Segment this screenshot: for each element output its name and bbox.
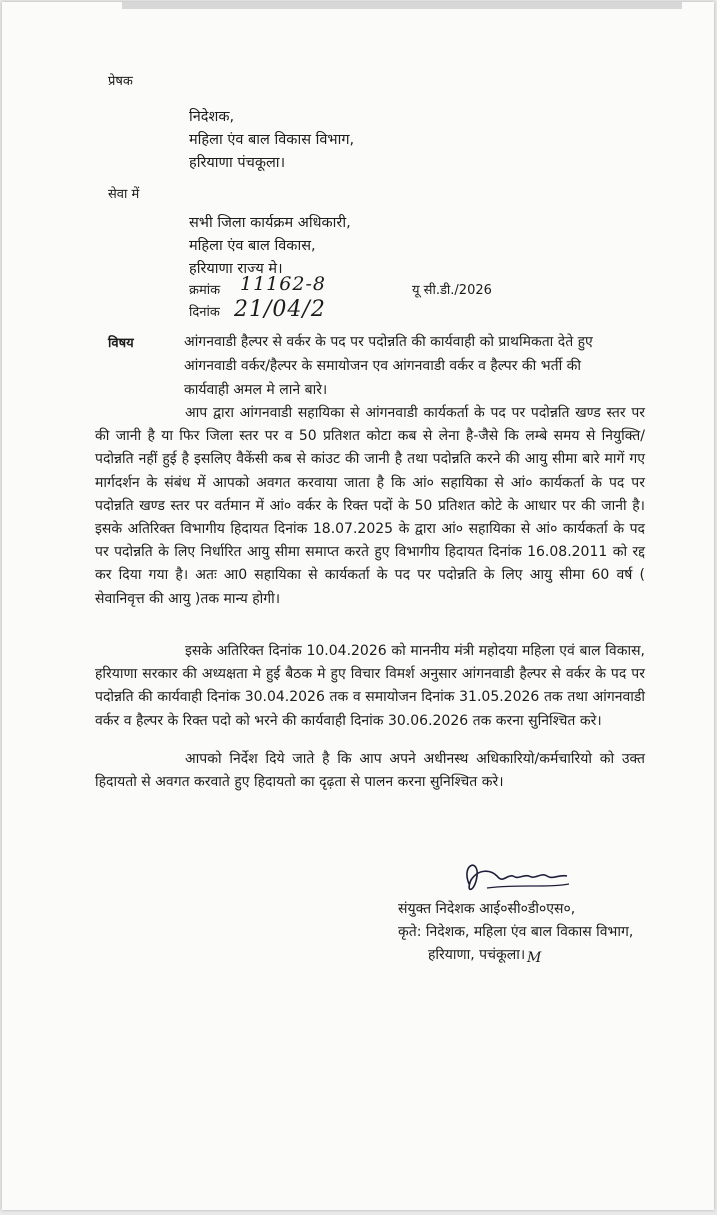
body-paragraph-text: इसके अतिरिक्त दिनांक 10.04.2026 को माननीय मंत्री महोदया महिला एवं बाल विकास, हरियाणा सरकार की अध्यक्षता मे हुई बैठक मे हुए विचार विमर्श अनुसार आंगनवाडी हैल्पर से वर्कर के पद पर पदोन्नति की कार्यवाही दिनांक 30.04.2026 तक व समायोजन दिनांक 31.05.2026 तक तथा आंगनवाडी वर्कर व हैल्पर के रिक्त पदो को भरने की कार्यवाही दिनांक 30.06.2026 तक करना सुनिश्चित करे।: [95, 643, 645, 729]
recipient-address: [189, 212, 351, 281]
body-paragraph-3: [95, 748, 645, 794]
subject-line: आंगनवाडी वर्कर/हैल्पर के समायोजन एव आंगनवाडी वर्कर व हैल्पर की भर्ती की: [184, 358, 582, 374]
sender-line: निदेशक,: [189, 109, 235, 125]
sender-line: महिला एंव बाल विकास विभाग,: [189, 132, 355, 148]
subject-label: विषय: [108, 336, 134, 351]
body-paragraph-text: आपको निर्देश दिये जाते है कि आप अपने अधीनस्थ अधिकारियो/कर्मचारियो को उक्त हिदायतो से अवगत करवाते हुए हिदायतो का दृढ़ता से पालन करना सुनिश्चित करे।: [95, 751, 645, 791]
recipient-line: महिला एंव बाल विकास,: [189, 238, 316, 254]
letter-page: [2, 2, 714, 1210]
recipient-line: हरियाणा राज्य मे।: [189, 261, 283, 277]
subject-line: आंगनवाडी हैल्पर से वर्कर के पद पर पदोन्नति की कार्यवाही को प्राथमिकता देते हुए: [184, 334, 593, 350]
memo-date-handwritten: 21/04/2: [234, 297, 326, 322]
recipient-label: सेवा में: [108, 187, 140, 202]
subject-line: कार्यवाही अमल मे लाने बारे।: [184, 382, 328, 398]
signatory-office: कृते: निदेशक, महिला एंव बाल विकास विभाग,: [398, 924, 634, 940]
handwritten-signature: [457, 854, 577, 904]
signature-initial: M: [527, 950, 543, 966]
memo-date-label: दिनांक: [189, 305, 220, 320]
memo-number-suffix: यू सी.डी./2026: [412, 283, 492, 298]
recipient-line: सभी जिला कार्यक्रम अधिकारी,: [189, 215, 351, 231]
memo-number-label: क्रमांक: [189, 283, 221, 298]
body-paragraph-text: आप द्वारा आंगनवाडी सहायिका से आंगनवाडी कार्यकर्ता के पद पर पदोन्नति खण्ड स्तर पर की जानी है या फिर जिला स्तर पर व 50 प्रतिशत कोटा कब से लेना है-जैसे कि लम्बे समय से नियुक्ति/पदोन्नति नहीं हुई है इसलिए वैकेंसी कब से कांउट की जानी है तथा पदोन्नति करने की आयु सीमा बारे मागें गए मार्गदर्शन के संबंध में आपको अवगत करवाया जाता है कि आं० सहायिका से आं० कार्यकर्ता के पद पर पदोन्नति खण्ड स्तर पर वर्तमान में आं० वर्कर के रिक्त पदों के 50 प्रतिशत कोटे के आधार पर की जानी है। इसके अतिरिक्त विभागीय हिदायत दिनांक 18.07.2025 के द्वारा आं० सहायिका से आं० कार्यकर्ता के पद पर पदोन्नति के लिए निर्धारित आयु सीमा समाप्त करते हुए विभागीय हिदायत दिनांक 16.08.2011 को रद्द कर दिया गया है। अतः आ0 सहायिका से कार्यकर्ता के पद पर पदोन्नति के लिए आयु सीमा 60 वर्ष ( सेवानिवृत्त की आयु )तक मान्य होगी।: [95, 405, 645, 607]
body-paragraph-1: [95, 402, 645, 611]
subject-text: [184, 330, 593, 402]
sender-address: [189, 106, 354, 175]
sender-label: प्रेषक: [108, 74, 133, 89]
scan-edge-mark: [122, 2, 682, 9]
signatory-place: हरियाणा, पचंकूला।: [428, 947, 526, 963]
signature-block: [398, 898, 633, 967]
body-paragraph-2: [95, 640, 645, 733]
memo-number-handwritten: 11162-8: [240, 273, 326, 295]
sender-line: हरियाणा पंचकूला।: [189, 155, 286, 171]
signatory-designation: संयुक्त निदेशक आई०सी०डी०एस०,: [398, 901, 576, 917]
